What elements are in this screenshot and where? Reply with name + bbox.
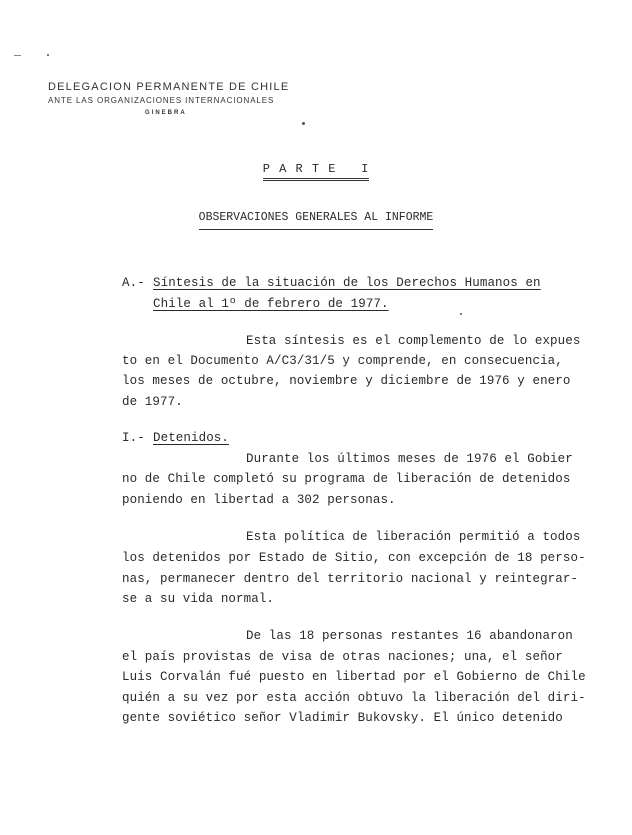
paragraph-3-line: los detenidos por Estado de Sitio, con excepción de 18 perso- [122,551,586,565]
section-a-heading-1: Síntesis de la situación de los Derechos Humanos en [153,276,541,290]
paragraph-4-line: gente soviético señor Vladimir Bukovsky. El único detenido [122,711,563,725]
scan-speck [460,313,462,315]
section-a-heading-2: Chile al 1º de febrero de 1977. [153,297,389,311]
paragraph-4-line: Luis Corvalán fué puesto en libertad por el Gobierno de Chile [122,670,586,684]
letterhead-line-3: GINEBRA [145,110,187,116]
paragraph-1-line: Esta síntesis es el complemento de lo expues [246,334,581,348]
section-title-wrap [0,211,632,230]
paragraph-1-line: de 1977. [122,395,183,409]
part-title-wrap [0,162,632,181]
paragraph-1-line: los meses de octubre, noviembre y diciembre de 1976 y enero [122,374,571,388]
paragraph-3-line: Esta política de liberación permitió a todos [246,530,581,544]
letterhead-line-1: DELEGACION PERMANENTE DE CHILE [48,81,290,93]
paragraph-1-line: to en el Documento A/C3/31/5 y comprende, en consecuencia, [122,354,563,368]
scan-speck [302,122,305,125]
section-i-prefix: I.- [122,431,145,445]
paragraph-2-line: Durante los últimos meses de 1976 el Gobier [246,452,573,466]
letterhead-line-2: ANTE LAS ORGANIZACIONES INTERNACIONALES [48,96,275,105]
paragraph-4-line: De las 18 personas restantes 16 abandonaron [246,629,573,643]
section-a-prefix: A.- [122,276,145,290]
paragraph-4-line: el país provistas de visa de otras naciones; una, el señor [122,650,563,664]
scan-mark [14,55,21,56]
section-i-heading: Detenidos. [153,431,230,445]
paragraph-4-line: quién a su vez por esta acción obtuvo la liberación del diri- [122,691,586,705]
paragraph-3-line: nas, permanecer dentro del territorio nacional y reintegrar- [122,572,579,586]
paragraph-3-line: se a su vida normal. [122,592,275,606]
section-title: OBSERVACIONES GENERALES AL INFORME [199,211,434,230]
paragraph-2-line: poniendo en libertad a 302 personas. [122,493,396,507]
part-title: P A R T E I [263,162,370,181]
letterhead [48,81,289,116]
scan-speck [47,54,49,56]
paragraph-2-line: no de Chile completó su programa de liberación de detenidos [122,472,571,486]
